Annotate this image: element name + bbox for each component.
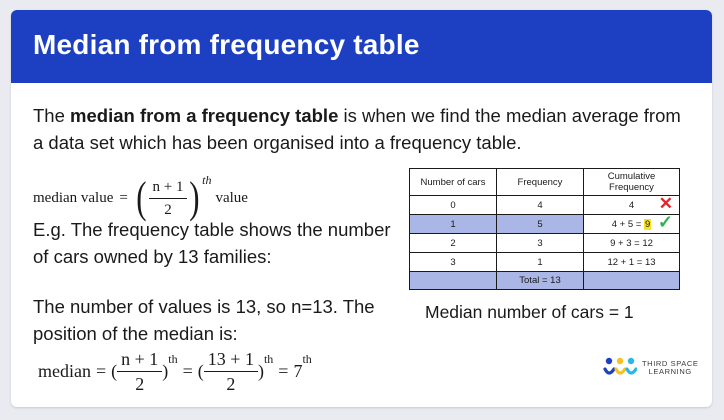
cell-cumulative-value: 4	[628, 199, 635, 211]
table-row-highlighted	[410, 215, 680, 234]
formula-equals: =	[119, 189, 128, 206]
intro-paragraph	[33, 102, 693, 156]
cell-cumulative: 9 + 3 = 12	[584, 234, 680, 253]
table-total-row	[410, 272, 680, 290]
formula-lhs: median value	[33, 189, 114, 206]
header-bar	[11, 10, 712, 83]
formula-close-paren: )	[189, 173, 200, 222]
number-of-values-text: The number of values is 13, so n=13. The position of the median is:	[33, 296, 375, 344]
cell-cumulative-sum: 4 + 5 =	[611, 218, 644, 230]
intro-prefix: The	[33, 105, 71, 126]
table-row	[410, 196, 680, 215]
cell-cars: 2	[410, 234, 497, 253]
cell-empty	[584, 272, 680, 290]
logo-text	[642, 360, 698, 376]
header-cumulative-frequency: Cumulative Frequency	[584, 169, 680, 196]
header-number-of-cars: Number of cars	[410, 169, 497, 196]
median-result: Median number of cars = 1	[425, 302, 634, 322]
median-calc-13-numerator: 13 + 1	[204, 348, 258, 372]
median-calc-th-1: th	[168, 351, 178, 366]
table-header-row	[410, 169, 680, 196]
formula-numerator: n + 1	[149, 177, 188, 199]
frequency-table	[409, 168, 680, 290]
example-text: E.g. The frequency table shows the number of cars owned by 13 families:	[33, 219, 391, 267]
formula-fraction	[149, 177, 188, 220]
cell-cars: 1	[410, 215, 497, 234]
median-calc-result: 7	[293, 360, 303, 381]
median-calc-fraction-13	[204, 348, 258, 395]
logo-icon	[603, 356, 637, 380]
table-row	[410, 234, 680, 253]
cross-icon: ✕	[658, 194, 673, 213]
cell-cars: 0	[410, 196, 497, 215]
cell-frequency: 4	[497, 196, 584, 215]
intro-suffix: is when we find the median average from a data set which has been organised into a frequency table.	[33, 105, 681, 153]
formula-open-paren: (	[136, 173, 147, 222]
table-row	[410, 253, 680, 272]
median-calc-lhs: median	[38, 360, 91, 381]
page-title: Median from frequency table	[33, 29, 420, 60]
header-frequency: Frequency	[497, 169, 584, 196]
cell-empty	[410, 272, 497, 290]
median-calculation: median = ( $\frac{n + 1}{2}$ ) th = ( $\frac{13 + 1}{2}$ ) th = 7 th	[38, 348, 312, 394]
intro-bold-term: median from a frequency table	[70, 105, 339, 126]
cell-frequency: 3	[497, 234, 584, 253]
cell-cumulative	[584, 212, 680, 234]
tick-icon: ✓	[657, 212, 673, 232]
cell-cars: 3	[410, 253, 497, 272]
cell-cumulative-highlight: 9	[644, 218, 651, 230]
median-calc-13-denominator: 2	[226, 373, 236, 394]
formula-denominator: 2	[164, 201, 172, 218]
lesson-card	[11, 10, 712, 407]
cell-cumulative: 12 + 1 = 13	[584, 253, 680, 272]
logo-line2: LEARNING	[648, 367, 692, 376]
cell-frequency: 1	[497, 253, 584, 272]
logo-line1: THIRD SPACE	[642, 359, 699, 368]
median-calc-th-2: th	[263, 351, 274, 366]
median-calc-n-numerator: n + 1	[117, 348, 162, 372]
cell-total: Total = 13	[497, 272, 584, 290]
median-calc-n-denominator: 2	[135, 373, 145, 394]
median-calc-result-sup: th	[302, 351, 312, 366]
third-space-learning-logo	[603, 356, 698, 380]
formula-superscript: th	[202, 172, 212, 187]
formula-rhs: value	[215, 189, 248, 206]
cell-frequency: 5	[497, 215, 584, 234]
median-calc-fraction-n	[117, 348, 162, 395]
